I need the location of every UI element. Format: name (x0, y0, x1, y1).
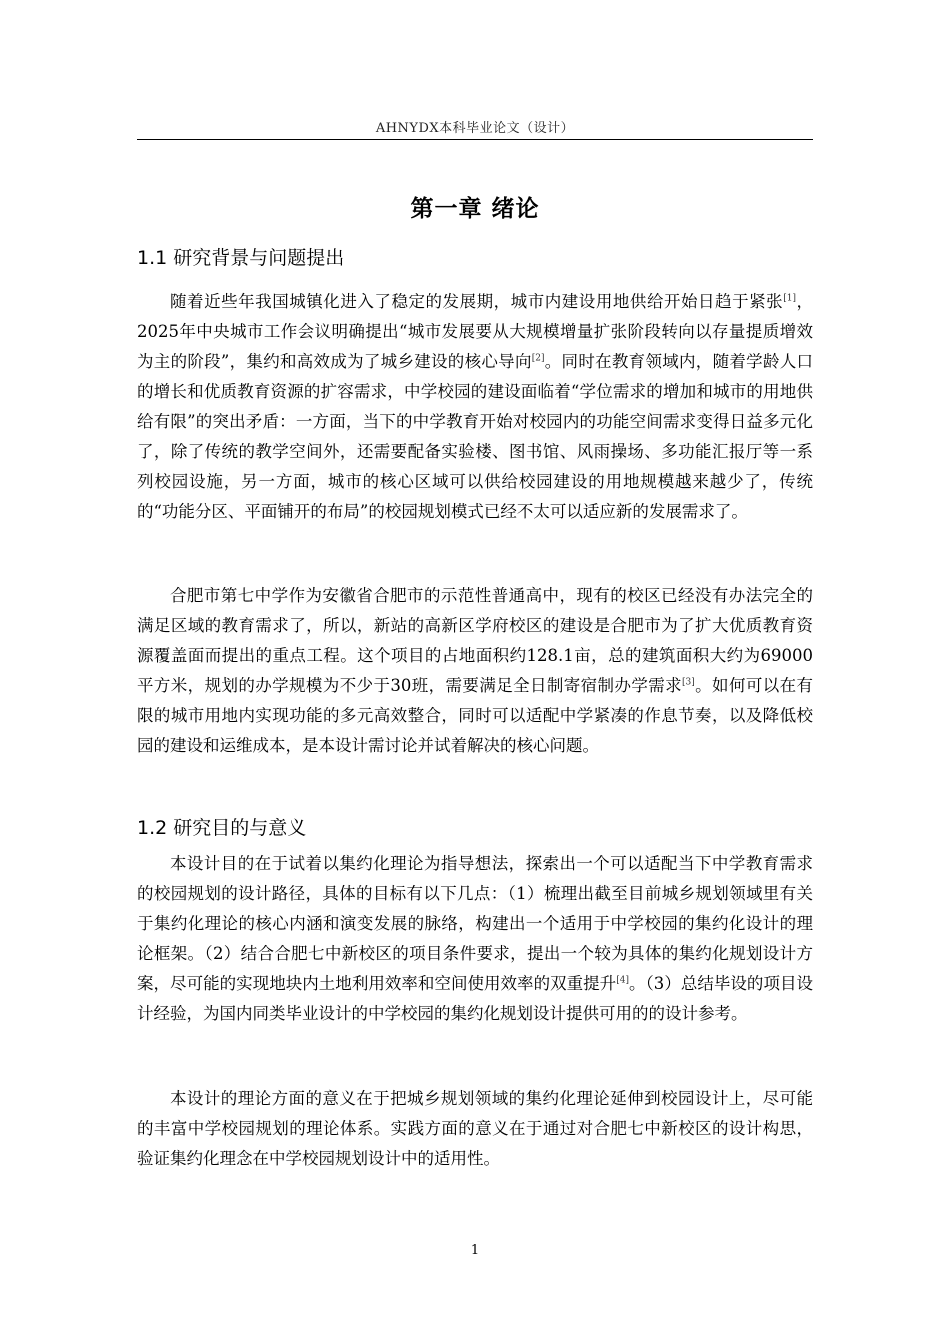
header-rule (137, 139, 813, 140)
paragraph-text: 。如何可以在有限的城市用地内实现功能的多元高效整合，同时可以适配中学紧凑的作息节奏，以及降低校园的建设和运维成本，是本设计需讨论并试着解决的核心问题。 (137, 676, 814, 755)
page-number: 1 (470, 1243, 480, 1258)
citation-3: [3] (682, 677, 695, 688)
paragraph-text: 本设计的理论方面的意义在于把城乡规划领域的集约化理论延伸到校园设计上，尽可能的丰富中学校园规划的理论体系。实践方面的意义在于通过对合肥七中新校区的设计构思，验证集约化理念在中学校园规划设计中的适用性。 (137, 1089, 813, 1168)
chapter-title: 第一章 绪论 (410, 196, 540, 222)
paragraph-text: ，2025年中央城市工作会议明确提出“城市发展要从大规模增量扩张阶段转向以存量提质增效为主的阶段”，集约和高效成为了城乡建设的核心导向 (137, 292, 814, 371)
paragraph-1-1-a (137, 287, 813, 527)
paragraph-text: 。同时在教育领域内，随着学龄人口的增长和优质教育资源的扩容需求，中学校园的建设面临着“学位需求的增加和城市的用地供给有限”的突出矛盾：一方面，当下的中学教育开始对校园内的功能空间需求变得日益多元化了，除了传统的教学空间外，还需要配备实验楼、图书馆、风雨操场、多功能汇报厅等一系列校园设施，另一方面，城市的核心区域可以供给校园建设的用地规模越来越少了，传统的“功能分区、平面铺开的布局”的校园规划模式已经不太可以适应新的发展需求了。 (137, 352, 814, 521)
running-header: AHNYDX本科毕业论文（设计） (375, 121, 575, 136)
citation-1: [1] (783, 293, 796, 304)
paragraph-1-2-a (137, 849, 813, 1029)
paragraph-text: 。（3）总结毕设的项目设计经验，为国内同类毕业设计的中学校园的集约化规划设计提供可用的的设计参考。 (137, 974, 814, 1023)
paragraph-1-1-b (137, 581, 813, 761)
citation-2: [2] (531, 353, 545, 364)
section-heading-1-2: 1.2 研究目的与意义 (137, 817, 307, 839)
section-heading-1-1: 1.1 研究背景与问题提出 (137, 247, 345, 269)
paragraph-text: 随着近些年我国城镇化进入了稳定的发展期，城市内建设用地供给开始日趋于紧张 (170, 292, 784, 311)
paragraph-text: 合肥市第七中学作为安徽省合肥市的示范性普通高中，现有的校区已经没有办法完全的满足区域的教育需求了，所以，新站的高新区学府校区的建设是合肥市为了扩大优质教育资源覆盖面而提出的重点工程。这个项目的占地面积约128.1亩，总的建筑面积大约为69000平方米，规划的办学规模为不少于30班，需要满足全日制寄宿制办学需求 (137, 586, 813, 695)
paragraph-text: 本设计目的在于试着以集约化理论为指导想法，探索出一个可以适配当下中学教育需求的校园规划的设计路径，具体的目标有以下几点：（1）梳理出截至目前城乡规划领域里有关于集约化理论的核心内涵和演变发展的脉络，构建出一个适用于中学校园的集约化设计的理论框架。（2）结合合肥七中新校区的项目条件要求，提出一个较为具体的集约化规划设计方案，尽可能的实现地块内土地利用效率和空间使用效率的双重提升 (137, 854, 813, 993)
paragraph-1-2-b (137, 1084, 813, 1174)
citation-4: [4] (616, 975, 629, 986)
